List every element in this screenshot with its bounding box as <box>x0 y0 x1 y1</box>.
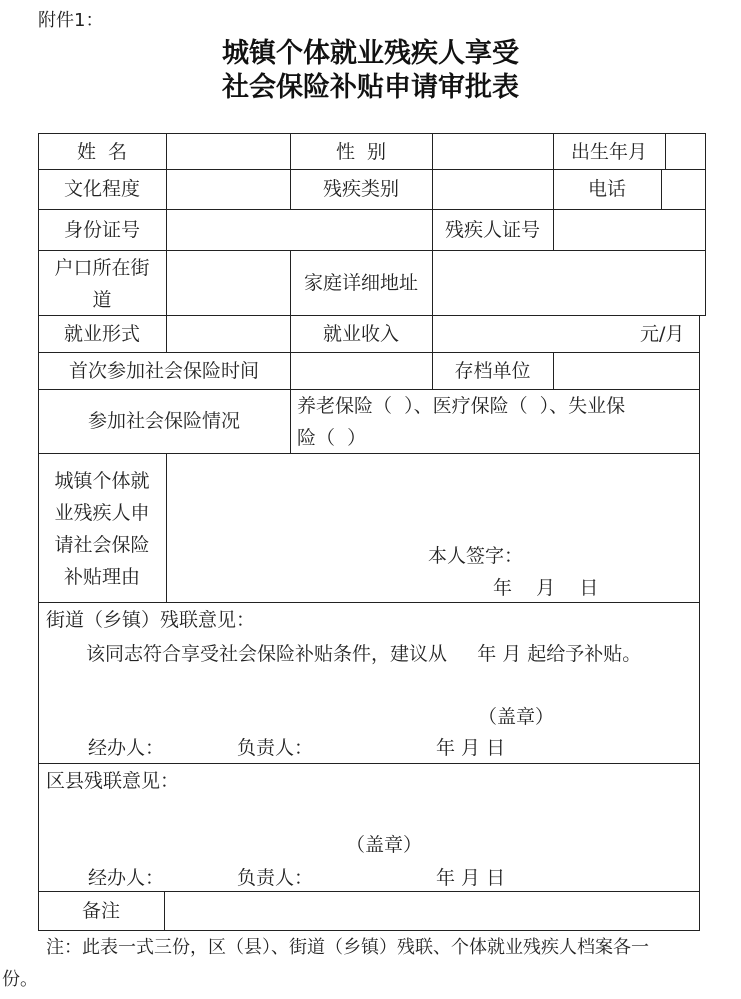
remarks-label: 备注 <box>81 900 120 922</box>
remarks-field[interactable] <box>165 892 699 930</box>
reason-label-line3: 请社会保险 <box>54 534 150 556</box>
attachment-label: 附件1： <box>38 10 104 31</box>
disability-card-field[interactable] <box>554 210 705 250</box>
disability-type-label: 残疾类别 <box>322 178 399 200</box>
reason-label-line2: 业残疾人申 <box>54 502 150 524</box>
disability-card-label: 残疾人证号 <box>444 219 540 241</box>
street-responsible-label: 负责人： <box>237 737 314 759</box>
street-date: 年 月 日 <box>436 737 506 759</box>
phone-field[interactable] <box>662 170 705 209</box>
archive-unit-label: 存档单位 <box>454 360 531 382</box>
street-seal: （盖章） <box>478 706 555 728</box>
district-handler-label: 经办人： <box>88 867 165 889</box>
insurance-options-line1[interactable]: 养老保险（ ）、医疗保险（ ）、失业保 <box>297 395 626 417</box>
district-seal: （盖章） <box>346 834 423 856</box>
insurance-status-label: 参加社会保险情况 <box>87 410 240 432</box>
employment-form-label: 就业形式 <box>63 323 140 345</box>
hukou-label-line1: 户口所在街 <box>54 257 150 279</box>
hukou-field[interactable] <box>167 251 290 315</box>
self-signature-date: 年 月 日 <box>493 577 599 599</box>
footnote-line2: 份。 <box>2 969 38 990</box>
employment-form-field[interactable] <box>167 316 290 352</box>
self-signature-label: 本人签字： <box>428 545 524 567</box>
gender-field[interactable] <box>433 134 553 169</box>
archive-unit-field[interactable] <box>554 353 699 389</box>
employment-income-label: 就业收入 <box>322 323 399 345</box>
gender-label: 性 别 <box>335 141 387 163</box>
insurance-options-line2[interactable]: 险（ ） <box>297 427 367 449</box>
education-field[interactable] <box>167 170 290 209</box>
street-handler-label: 经办人： <box>88 737 165 759</box>
education-label: 文化程度 <box>63 178 140 200</box>
id-card-field[interactable] <box>167 210 432 250</box>
first-insurance-time-label: 首次参加社会保险时间 <box>68 360 259 382</box>
hukou-label-line2: 道 <box>92 289 112 311</box>
first-insurance-time-field[interactable] <box>291 353 432 389</box>
form-title-line1: 城镇个体就业残疾人享受 <box>222 38 519 69</box>
street-opinion-label: 街道（乡镇）残联意见： <box>46 609 256 631</box>
district-responsible-label: 负责人： <box>237 867 314 889</box>
footnote-line1: 注：此表一式三份，区（县）、街道（乡镇）残联、个体就业残疾人档案各一 <box>46 937 649 958</box>
district-opinion-label: 区县残联意见： <box>46 770 180 792</box>
street-opinion-text: 该同志符合享受社会保险补贴条件，建议从 年 月 起给予补贴。 <box>86 643 642 665</box>
name-field[interactable] <box>167 134 290 169</box>
reason-label-line1: 城镇个体就 <box>54 470 150 492</box>
birth-label: 出生年月 <box>570 141 647 163</box>
name-label: 姓 名 <box>76 141 128 163</box>
phone-label: 电话 <box>587 178 626 200</box>
birth-field[interactable] <box>666 134 705 169</box>
form-title-line2: 社会保险补贴申请审批表 <box>222 72 519 103</box>
home-address-field[interactable] <box>433 251 705 315</box>
id-card-label: 身份证号 <box>63 219 140 241</box>
district-date: 年 月 日 <box>436 867 506 889</box>
reason-field[interactable] <box>167 454 699 534</box>
home-address-label: 家庭详细地址 <box>303 272 418 294</box>
income-unit: 元/月 <box>640 323 685 345</box>
reason-label-line4: 补贴理由 <box>63 566 140 588</box>
disability-type-field[interactable] <box>433 170 553 209</box>
